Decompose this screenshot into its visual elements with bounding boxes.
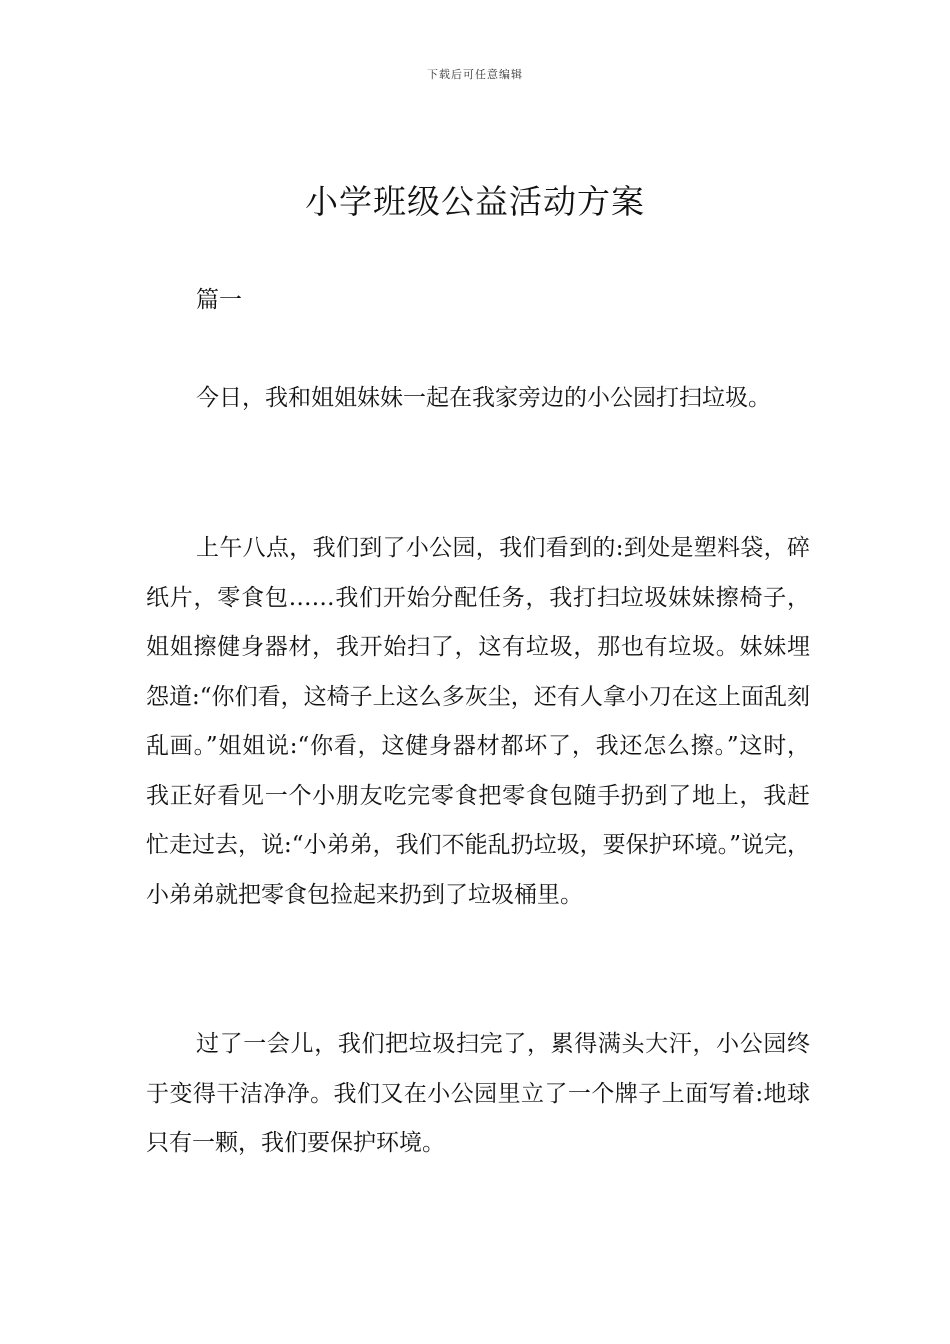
paragraph-1: 今日，我和姐姐妹妹一起在我家旁边的小公园打扫垃圾。: [196, 385, 771, 411]
header-note: 下载后可任意编辑: [427, 68, 523, 81]
paragraph-3: 过了一会儿，我们把垃圾扫完了，累得满头大汗，小公园终于变得干洁净净。我们又在小公园里立了一个牌子上面写着:地球只有一颗，我们要保护环境。: [146, 1031, 810, 1156]
document-title: 小学班级公益活动方案: [305, 182, 645, 221]
paragraph-2: 上午八点，我们到了小公园，我们看到的:到处是塑料袋，碎纸片，零食包……我们开始分配任务，我打扫垃圾妹妹擦椅子，姐姐擦健身器材，我开始扫了，这有垃圾，那也有垃圾。妹妹埋怨道:“你们看，这椅子上这么多灰尘，还有人拿小刀在这上面乱刻乱画。”姐姐说:“你看，这健身器材都坏了，我还怎么擦。”这时，我正好看见一个小朋友吃完零食把零食包随手扔到了地上，我赶忙走过去，说:“小弟弟，我们不能乱扔垃圾，要保护环境。”说完，小弟弟就把零食包捡起来扔到了垃圾桶里。: [146, 535, 810, 908]
section-label: 篇一: [196, 287, 242, 313]
